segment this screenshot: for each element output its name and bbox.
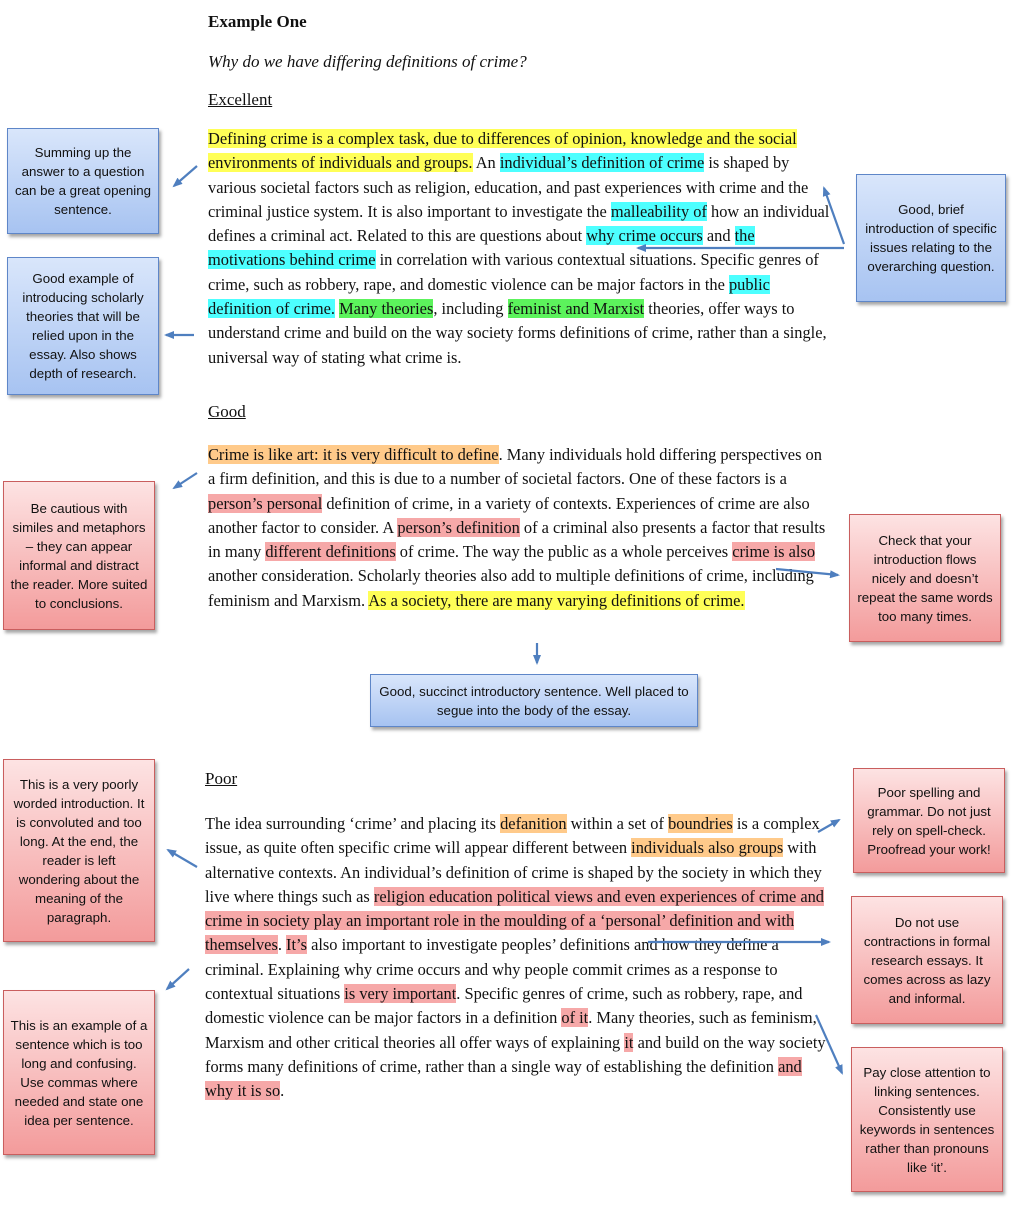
paragraph-text: . xyxy=(277,935,287,955)
paragraph-text: also important to investigate peoples’ definitions and how they define a criminal. Explaining why crime occurs and why people commit crimes as a response to contextual situations xyxy=(205,935,779,1004)
note-contractions: Do not use contractions in formal research essays. It comes across as lazy and informal. xyxy=(851,896,1003,1024)
arrow-long-sentence xyxy=(167,969,189,989)
paragraph-text: theories, offer ways to understand crime and build on the way society forms definitions of crime, rather than a single, universal way of stating what crime is. xyxy=(208,299,827,367)
paragraph-text: definition of crime, in a variety of contexts. Experiences of crime are also another factor to consider. A xyxy=(208,493,810,537)
page-title: Example One xyxy=(208,12,307,31)
highlighted-text: boundries xyxy=(668,814,733,833)
paragraph-text: in correlation with various contextual situations. Specific genres of crime, such as robbery, rape, and domestic violence can be major factors in the xyxy=(208,250,819,294)
paragraph-text: . xyxy=(280,1081,285,1101)
highlighted-text: It’s xyxy=(286,935,307,955)
paragraph-text: The idea surrounding ‘crime’ and placing its xyxy=(205,814,501,833)
paragraph-text: , including xyxy=(433,299,508,319)
highlighted-text: of it xyxy=(561,1008,589,1028)
paragraph-text: is shaped by various societal factors such as religion, education, and past experiences with crime and the criminal justice system. It is also important to investigate the xyxy=(208,153,809,221)
arrow-linking xyxy=(816,1015,842,1073)
highlighted-text: crime is also xyxy=(732,542,816,562)
highlighted-text: the motivations behind crime xyxy=(208,226,755,270)
paragraph-text: . Many theories, such as feminism, Marxism and other critical theories all offer ways of explaining xyxy=(205,1008,817,1052)
paragraph-text: of crime. The way the public as a whole perceives xyxy=(395,542,733,562)
note-poor-spelling: Poor spelling and grammar. Do not just rely on spell-check. Proofread your work! xyxy=(853,768,1005,873)
heading-excellent: Excellent xyxy=(208,90,273,109)
highlighted-text: and why it is so xyxy=(205,1056,802,1101)
arrow-spelling xyxy=(818,820,839,832)
arrow-poorly-worded xyxy=(168,850,197,867)
arrow-cautious xyxy=(174,473,197,488)
paragraph-text: . Specific genres of crime, such as robbery, rape, and domestic violence can be major factors in a definition xyxy=(205,984,803,1028)
paragraph-text: with alternative contexts. An individual’s definition of crime is shaped by the society in which they live where things such as xyxy=(205,838,822,906)
note-scholarly-theories: Good example of introducing scholarly theories that will be relied upon in the essay. Also shows depth of research. xyxy=(7,257,159,395)
highlighted-text: person’s definition xyxy=(397,517,520,537)
paragraph-text: how an individual defines a criminal act. Related to this are questions about xyxy=(208,201,830,246)
note-long-sentence: This is an example of a sentence which is too long and confusing. Use commas where needed and state one idea per sentence. xyxy=(3,990,155,1155)
arrow-brief-intro-up xyxy=(824,188,844,244)
note-brief-introduction: Good, brief introduction of specific issues relating to the overarching question. xyxy=(856,174,1006,302)
heading-good: Good xyxy=(208,402,246,421)
highlighted-text: malleability of xyxy=(610,201,707,221)
paragraph-text: another consideration. Scholarly theories also add to multiple definitions of crime, including feminism and Marxism. xyxy=(208,566,814,610)
highlighted-text: individuals also groups xyxy=(631,838,784,858)
highlighted-text: why crime occurs xyxy=(586,226,703,246)
paragraph-text: and xyxy=(702,226,735,246)
highlighted-text: feminist and Marxist xyxy=(507,299,645,319)
note-check-flow: Check that your introduction flows nicely and doesn’t repeat the same words too many times. xyxy=(849,514,1001,642)
note-linking-sentences: Pay close attention to linking sentences. Consistently use keywords in sentences rather than pronouns like ‘it’. xyxy=(851,1047,1003,1192)
highlighted-text: person’s personal xyxy=(208,493,323,513)
arrow-check-flow xyxy=(776,569,838,575)
highlighted-text: religion education political views and even experiences of crime and crime in society play an important role in the moulding of a ‘personal’ definition and with themselves xyxy=(205,886,825,955)
note-summing-up: Summing up the answer to a question can be a great opening sentence. xyxy=(7,128,159,234)
heading-poor: Poor xyxy=(205,769,238,788)
arrow-summing-up xyxy=(174,166,197,186)
highlighted-text: it xyxy=(624,1032,634,1052)
highlighted-text: different definitions xyxy=(265,542,396,562)
highlighted-text: public definition of crime. xyxy=(208,274,770,319)
essay-question: Why do we have differing definitions of crime? xyxy=(208,52,527,71)
note-poorly-worded: This is a very poorly worded introduction. It is convoluted and too long. At the end, the reader is left wondering about the meaning of the paragraph. xyxy=(3,759,155,942)
highlighted-text: is very important xyxy=(344,984,457,1004)
highlighted-text: As a society, there are many varying definitions of crime. xyxy=(368,590,745,610)
note-succinct-sentence: Good, succinct introductory sentence. Well placed to segue into the body of the essay. xyxy=(370,674,698,727)
paragraph-text: of a criminal also presents a factor that results in many xyxy=(208,517,826,562)
paragraph-text: An xyxy=(472,153,500,173)
paragraph-text: and build on the way society forms many definitions of crime, rather than a single way of establishing the definition xyxy=(205,1032,826,1076)
highlighted-text: Defining crime is a complex task, due to differences of opinion, knowledge and the social environments of individuals and groups. xyxy=(208,129,797,173)
highlighted-text: defanition xyxy=(500,814,567,833)
highlighted-text: Many theories xyxy=(339,299,434,319)
highlighted-text: individual’s definition of crime xyxy=(499,153,705,173)
paragraph-text: . Many individuals hold differing perspectives on a firm definition, and this is due to a number of societal factors. One of these factors is a xyxy=(208,445,822,489)
note-cautious-similes: Be cautious with similes and metaphors – they can appear informal and distract the reader. More suited to conclusions. xyxy=(3,481,155,630)
paragraph-text: is a complex issue, as quite often specific crime will appear different between xyxy=(205,814,820,858)
paragraph-text: within a set of xyxy=(566,814,669,833)
highlighted-text: Crime is like art: it is very difficult to define xyxy=(208,445,499,464)
